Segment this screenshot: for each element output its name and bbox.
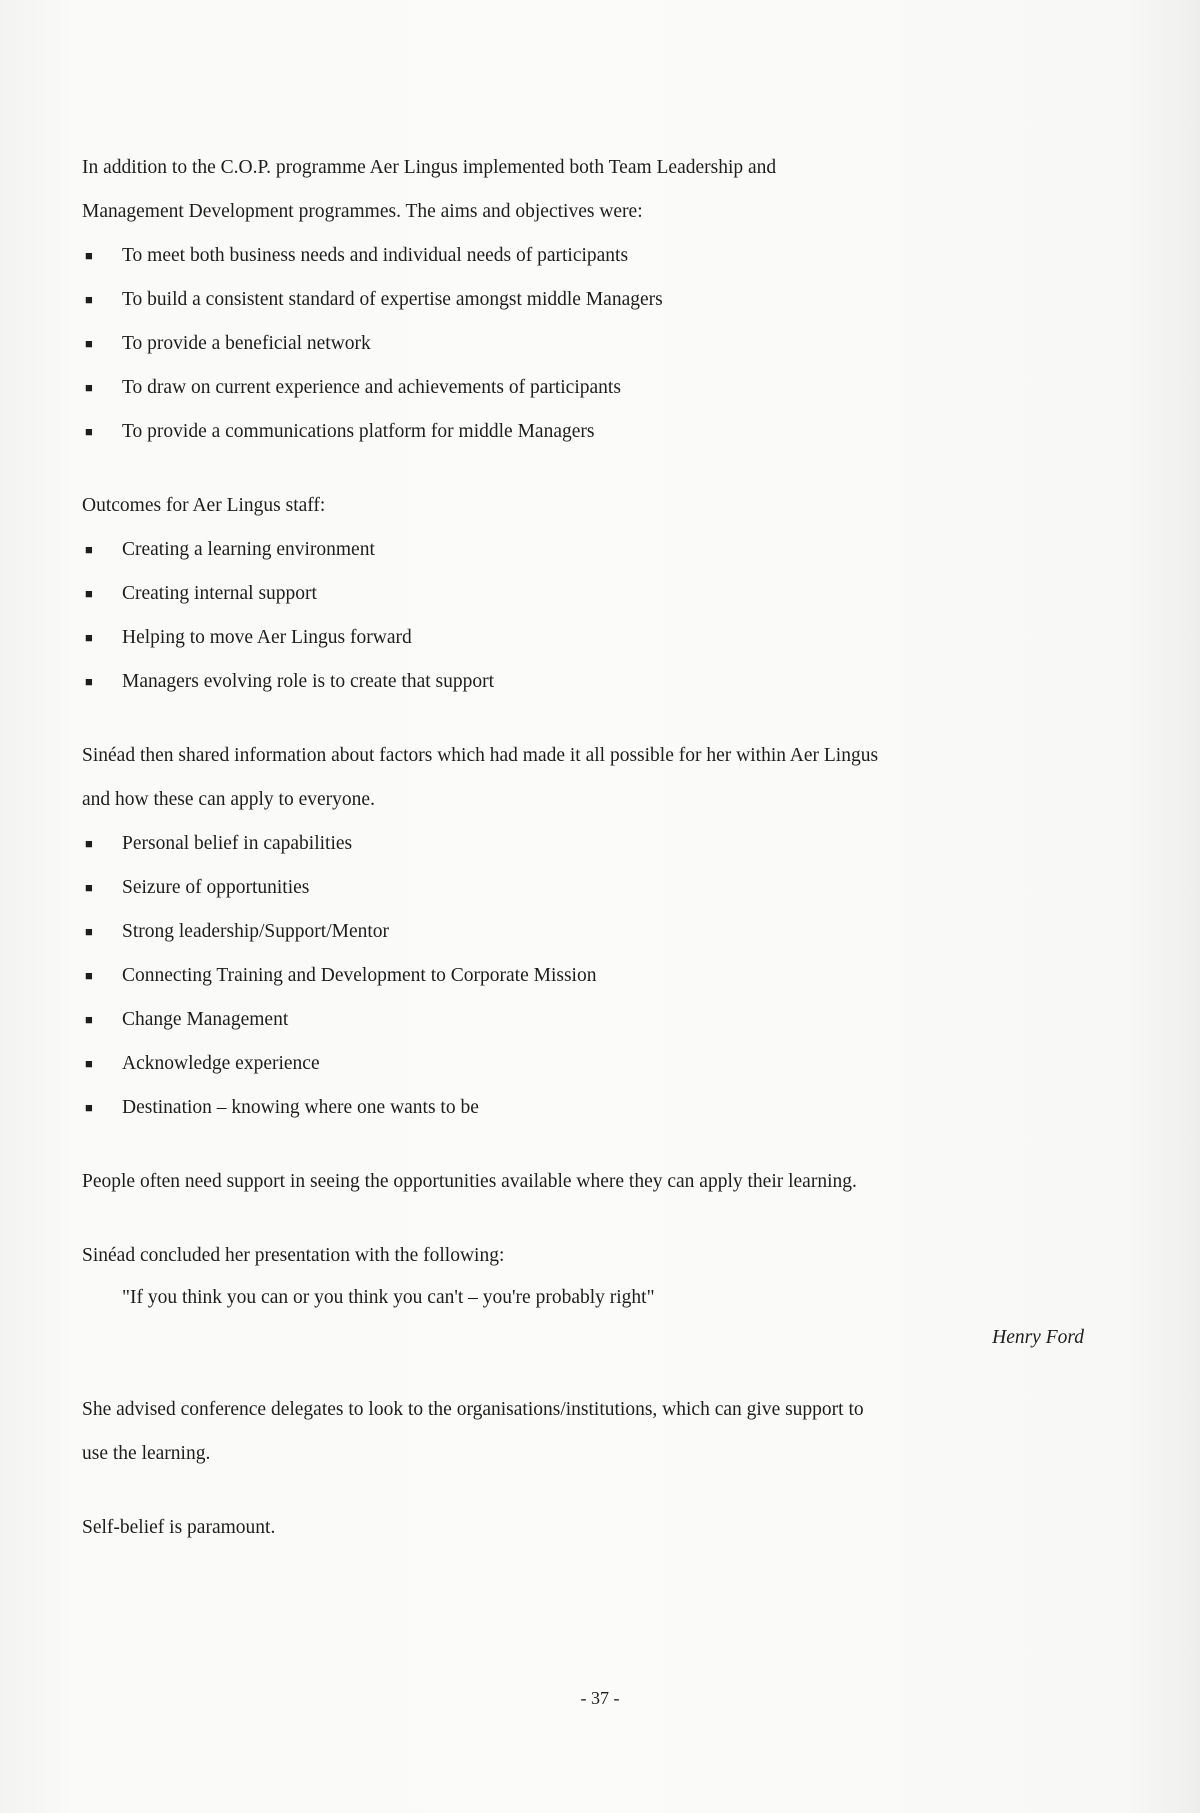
bullet-icon: ■ bbox=[85, 542, 93, 557]
factors-intro-line-1: Sinéad then shared information about factors which had made it all possible for her within Aer Lingus bbox=[82, 745, 879, 766]
quote-attribution: Henry Ford bbox=[992, 1327, 1084, 1348]
factors-intro-paragraph bbox=[82, 734, 1082, 822]
bullet-icon: ■ bbox=[85, 836, 93, 851]
bullet-icon: ■ bbox=[85, 248, 93, 263]
factors-list bbox=[82, 822, 1082, 1130]
list-item: ■ Helping to move Aer Lingus forward bbox=[82, 616, 1082, 660]
page-content bbox=[82, 146, 1082, 1550]
bullet-icon: ■ bbox=[85, 924, 93, 939]
quote-text: "If you think you can or you think you can't – you're probably right" bbox=[122, 1287, 655, 1308]
list-item: ■ Connecting Training and Development to Corporate Mission bbox=[82, 954, 1082, 998]
bullet-icon: ■ bbox=[85, 968, 93, 983]
list-item: ■ To meet both business needs and individual needs of participants bbox=[82, 234, 1082, 278]
bullet-icon: ■ bbox=[85, 880, 93, 895]
bullet-icon: ■ bbox=[85, 292, 93, 307]
bullet-icon: ■ bbox=[85, 630, 93, 645]
list-item: ■ Strong leadership/Support/Mentor bbox=[82, 910, 1082, 954]
support-paragraph: People often need support in seeing the opportunities available where they can apply their learning. bbox=[82, 1171, 857, 1192]
list-item: ■ Personal belief in capabilities bbox=[82, 822, 1082, 866]
outcomes-list bbox=[82, 528, 1082, 704]
list-item: ■ Destination – knowing where one wants to be bbox=[82, 1086, 1082, 1130]
bullet-icon: ■ bbox=[85, 424, 93, 439]
list-item: ■ To build a consistent standard of expertise amongst middle Managers bbox=[82, 278, 1082, 322]
list-item: ■ Managers evolving role is to create that support bbox=[82, 660, 1082, 704]
list-item: ■ Acknowledge experience bbox=[82, 1042, 1082, 1086]
list-item: ■ Creating internal support bbox=[82, 572, 1082, 616]
bullet-icon: ■ bbox=[85, 1012, 93, 1027]
closing-line: Self-belief is paramount. bbox=[82, 1517, 276, 1538]
list-item: ■ Change Management bbox=[82, 998, 1082, 1042]
intro-paragraph bbox=[82, 146, 1082, 234]
conclusion-intro: Sinéad concluded her presentation with the following: bbox=[82, 1245, 505, 1266]
advice-line-1: She advised conference delegates to look to the organisations/institutions, which can give support to bbox=[82, 1399, 864, 1420]
bullet-icon: ■ bbox=[85, 1100, 93, 1115]
bullet-icon: ■ bbox=[85, 674, 93, 689]
list-item: ■ To provide a communications platform for middle Managers bbox=[82, 410, 1082, 454]
bullet-icon: ■ bbox=[85, 336, 93, 351]
advice-paragraph bbox=[82, 1388, 1082, 1476]
list-item: ■ To provide a beneficial network bbox=[82, 322, 1082, 366]
outcomes-heading: Outcomes for Aer Lingus staff: bbox=[82, 495, 326, 516]
advice-line-2: use the learning. bbox=[82, 1443, 211, 1464]
page-number: - 37 - bbox=[580, 1688, 620, 1708]
intro-line-1: In addition to the C.O.P. programme Aer Lingus implemented both Team Leadership and bbox=[82, 157, 777, 178]
list-item: ■ Creating a learning environment bbox=[82, 528, 1082, 572]
bullet-icon: ■ bbox=[85, 586, 93, 601]
intro-line-2: Management Development programmes. The aims and objectives were: bbox=[82, 201, 643, 222]
list-item: ■ To draw on current experience and achievements of participants bbox=[82, 366, 1082, 410]
list-item: ■ Seizure of opportunities bbox=[82, 866, 1082, 910]
bullet-icon: ■ bbox=[85, 1056, 93, 1071]
aims-list bbox=[82, 234, 1082, 454]
bullet-icon: ■ bbox=[85, 380, 93, 395]
factors-intro-line-2: and how these can apply to everyone. bbox=[82, 789, 375, 810]
